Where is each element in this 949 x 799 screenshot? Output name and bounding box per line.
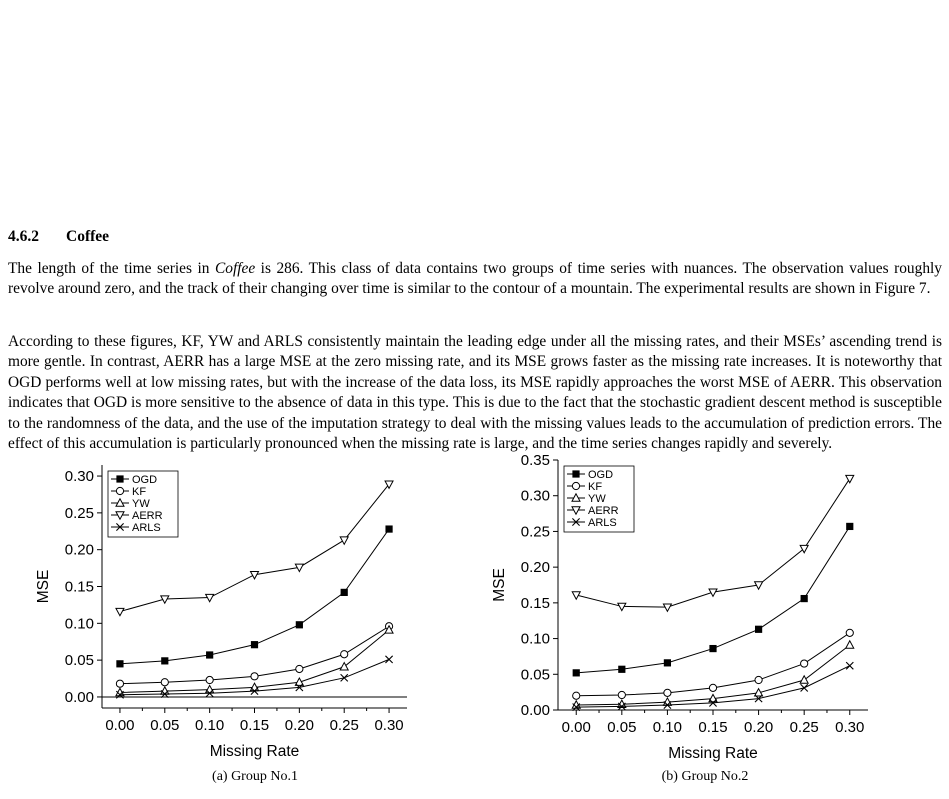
x-tick-label: 0.20: [284, 717, 314, 734]
y-tick-label: 0.10: [64, 615, 94, 633]
data-point: [385, 525, 392, 532]
y-axis-label: MSE: [35, 569, 52, 604]
legend-label: AERR: [132, 510, 163, 522]
series-kf: [116, 623, 392, 688]
data-point: [573, 669, 580, 676]
legend-label: ARLS: [132, 522, 161, 534]
chart-group-1: [35, 440, 420, 760]
y-tick-label: 0.20: [520, 559, 550, 577]
data-point: [251, 673, 258, 680]
legend-label: YW: [132, 498, 150, 510]
paragraph-2: According to these figures, KF, YW and ARLS consistently maintain the leading edge under all the missing rates, and their MSEs’ ascending trend is more gentle. In contrast, AERR has a large MSE at the zero missing rate, and its MSE grows faster as the missing rate increases. It is noteworthy that OGD performs well at low missing rates, but with the increase of the data loss, its MSE rapidly approaches the worst MSE of AERR. This observation indicates that OGD is more sensitive to the absence of data in this type. This is due to the fact that the stochastic gradient descent method is susceptible to the randomness of the data, and the use of the imputation strategy to deal with the missing values leads to the accumulation of prediction errors. The effect of this accumulation is particularly pronounced when the missing rate is large, and the time series changes rapidly and severely.: [8, 333, 942, 453]
data-point: [801, 660, 808, 667]
data-point: [341, 651, 348, 658]
y-tick-label: 0.30: [64, 468, 94, 486]
data-point: [296, 621, 303, 628]
series-ogd: [573, 523, 854, 677]
series-ogd: [116, 525, 392, 667]
data-point: [755, 676, 762, 683]
data-point: [340, 663, 348, 670]
legend-label: YW: [588, 493, 606, 505]
data-point: [340, 537, 348, 544]
data-point: [801, 595, 808, 602]
legend-marker: [572, 470, 579, 477]
x-tick-label: 0.10: [652, 719, 683, 736]
y-tick-label: 0.05: [520, 666, 550, 684]
y-tick-label: 0.25: [520, 523, 550, 541]
data-point: [161, 679, 168, 686]
x-tick-label: 0.05: [150, 717, 180, 734]
x-tick-label: 0.15: [239, 717, 270, 734]
legend-label: KF: [588, 481, 603, 493]
data-point: [296, 665, 303, 672]
data-point: [116, 660, 123, 667]
data-point: [800, 545, 808, 552]
y-tick-label: 0.20: [64, 541, 94, 559]
legend-label: OGD: [132, 474, 158, 486]
legend-label: KF: [132, 486, 147, 498]
x-tick-label: 0.00: [105, 717, 135, 734]
data-point: [846, 662, 853, 669]
data-point: [800, 676, 808, 683]
legend: [564, 466, 634, 532]
x-tick-label: 0.20: [743, 719, 774, 736]
paragraph-1-rest: is 286. This class of data contains two groups of time series with nuances. The observation values roughly revolve around zero, and the track of their changing over time is similar to the contour of a mountain. The experimental results are shown in Figure 7.: [8, 260, 942, 298]
x-tick-label: 0.25: [789, 719, 819, 736]
x-axis-label: Missing Rate: [209, 743, 300, 760]
y-tick-label: 0.15: [520, 594, 550, 612]
x-axis-label: Missing Rate: [668, 745, 758, 762]
dataset-name: Coffee: [214, 260, 256, 277]
series-kf: [573, 629, 854, 699]
legend-label: ARLS: [588, 517, 617, 529]
y-tick-label: 0.05: [64, 652, 94, 670]
legend-label: OGD: [588, 469, 614, 481]
y-tick-label: 0.10: [520, 630, 550, 648]
x-tick-label: 0.15: [698, 719, 728, 736]
chart-group-1-svg: [35, 440, 420, 760]
y-tick-label: 0.25: [64, 504, 94, 522]
data-point: [341, 589, 348, 596]
chart-group-2: [490, 440, 880, 760]
x-tick-label: 0.00: [561, 719, 591, 736]
data-point: [385, 656, 392, 663]
data-point: [116, 680, 123, 687]
data-point: [664, 689, 671, 696]
chart-group-2-svg: [490, 440, 880, 760]
section-title: Coffee: [66, 228, 110, 245]
y-tick-label: 0.30: [520, 487, 550, 505]
y-tick-label: 0.00: [520, 702, 550, 719]
data-point: [573, 692, 580, 699]
data-point: [161, 657, 168, 664]
y-tick-label: 0.15: [64, 578, 94, 596]
data-point: [801, 684, 808, 691]
legend-marker: [572, 482, 579, 489]
caption-group-2: (b) Group No.2: [661, 769, 749, 784]
paragraph-1: [8, 259, 942, 300]
data-point: [846, 523, 853, 530]
y-tick-label: 0.35: [520, 452, 550, 469]
series-yw: [116, 626, 393, 696]
data-point: [664, 659, 671, 666]
x-tick-label: 0.30: [835, 719, 865, 736]
y-axis-label: MSE: [491, 568, 508, 602]
x-tick-label: 0.25: [329, 717, 359, 734]
data-point: [206, 676, 213, 683]
data-point: [251, 572, 259, 579]
legend-marker: [116, 487, 123, 494]
x-tick-label: 0.30: [374, 717, 404, 734]
data-point: [206, 651, 213, 658]
caption-group-1: (a) Group No.1: [212, 769, 298, 784]
paragraph-1-start: The length of the time series in: [8, 260, 215, 277]
data-point: [251, 641, 258, 648]
data-point: [846, 475, 854, 482]
data-point: [846, 629, 853, 636]
legend-label: AERR: [588, 505, 619, 517]
legend: [108, 471, 178, 537]
data-point: [709, 645, 716, 652]
data-point: [663, 604, 671, 611]
data-point: [755, 626, 762, 633]
section-number: 4.6.2: [8, 228, 39, 245]
data-point: [618, 691, 625, 698]
y-tick-label: 0.00: [64, 688, 94, 706]
data-point: [846, 641, 854, 648]
data-point: [116, 608, 124, 615]
data-point: [709, 684, 716, 691]
section-heading: [8, 228, 109, 246]
legend-marker: [116, 475, 123, 482]
data-point: [341, 674, 348, 681]
x-tick-label: 0.05: [607, 719, 637, 736]
x-tick-label: 0.10: [195, 717, 225, 734]
data-point: [618, 666, 625, 673]
